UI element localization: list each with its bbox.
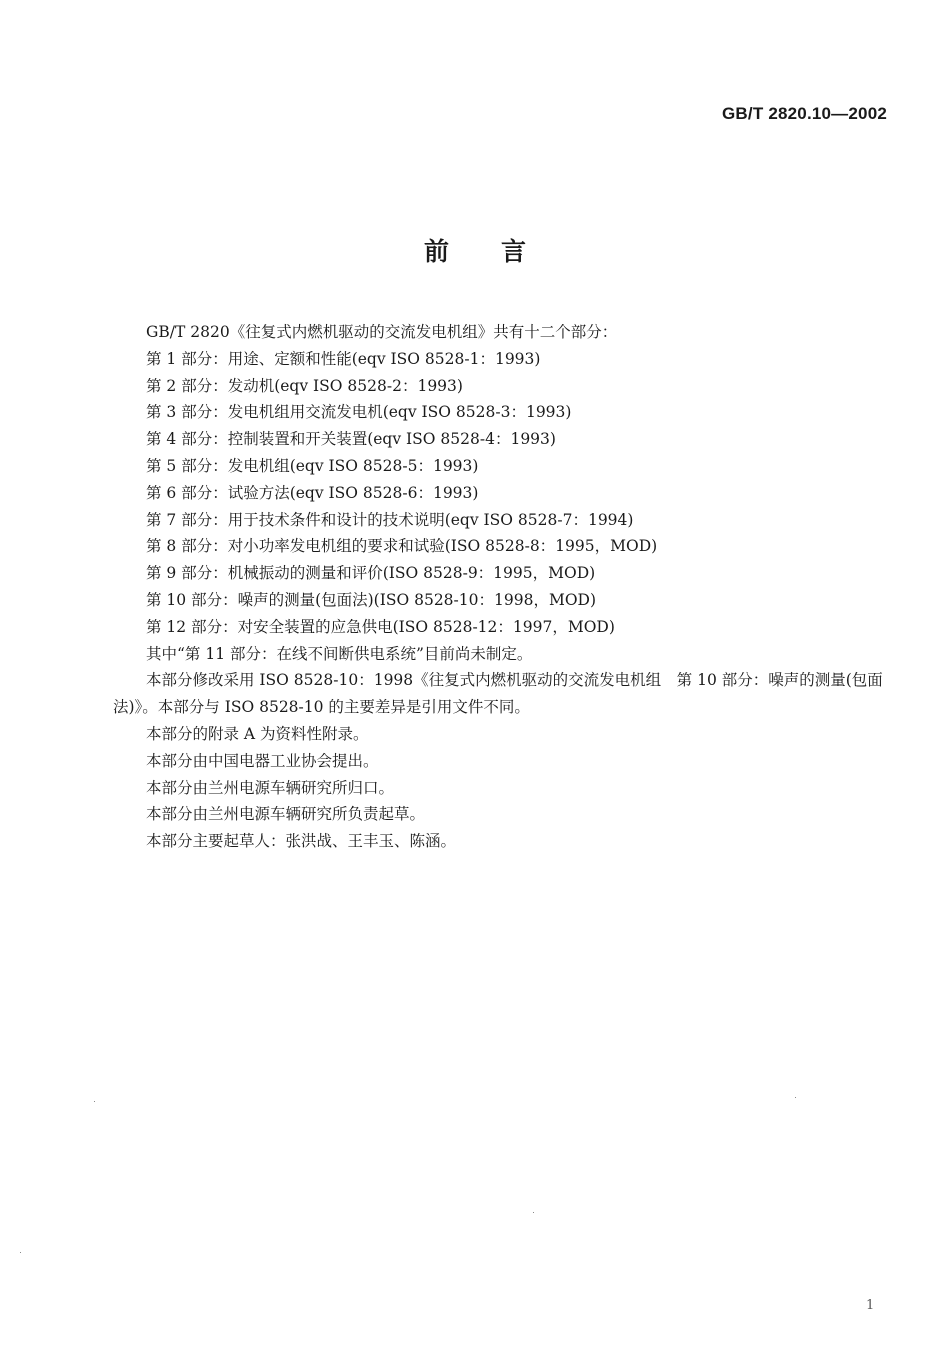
foreword-body: [113, 319, 895, 855]
page-number: 1: [866, 1298, 875, 1313]
paragraph: 第 5 部分：发电机组(eqv ISO 8528-5：1993): [146, 456, 479, 475]
paragraph: 本部分由兰州电源车辆研究所归口。: [146, 778, 395, 797]
paragraph: 本部分由兰州电源车辆研究所负责起草。: [146, 805, 426, 824]
paragraph: 第 1 部分：用途、定额和性能(eqv ISO 8528-1：1993): [146, 349, 541, 368]
scan-speck: [20, 1252, 21, 1253]
paragraph: 第 12 部分：对安全装置的应急供电(ISO 8528-12：1997，MOD): [146, 617, 615, 636]
paragraph: 第 4 部分：控制装置和开关装置(eqv ISO 8528-4：1993): [146, 430, 556, 449]
paragraph: 第 10 部分：噪声的测量(包面法)(ISO 8528-10：1998，MOD): [146, 590, 597, 609]
paragraph: 本部分主要起草人：张洪战、王丰玉、陈涵。: [146, 832, 457, 851]
standard-number: GB/T 2820.10—2002: [722, 104, 887, 123]
paragraph: 第 6 部分：试验方法(eqv ISO 8528-6：1993): [146, 483, 479, 502]
paragraph: 第 2 部分：发动机(eqv ISO 8528-2：1993): [146, 376, 463, 395]
page-title: 前言: [423, 237, 578, 266]
paragraph: 第 7 部分：用于技术条件和设计的技术说明(eqv ISO 8528-7：1994): [146, 510, 634, 529]
paragraph: 第 9 部分：机械振动的测量和评价(ISO 8528-9：1995，MOD): [146, 564, 596, 583]
scan-speck: [533, 1212, 534, 1213]
paragraph: 本部分修改采用 ISO 8528-10：1998《往复式内燃机驱动的交流发电机组 第 10 部分：噪声的测量(包面法)》。本部分与 ISO 8528-10 的主要差异是引用文件不同。: [113, 671, 883, 717]
paragraph: 其中“第 11 部分：在线不间断供电系统”目前尚未制定。: [146, 644, 533, 663]
paragraph: 本部分由中国电器工业协会提出。: [146, 751, 379, 770]
scan-speck: [795, 1097, 796, 1098]
scan-speck: [94, 1101, 95, 1102]
paragraph: 第 8 部分：对小功率发电机组的要求和试验(ISO 8528-8：1995，MOD): [146, 537, 658, 556]
paragraph: 本部分的附录 A 为资料性附录。: [146, 724, 369, 743]
paragraph: GB/T 2820《往复式内燃机驱动的交流发电机组》共有十二个部分：: [146, 323, 618, 341]
paragraph: 第 3 部分：发电机组用交流发电机(eqv ISO 8528-3：1993): [146, 403, 572, 422]
